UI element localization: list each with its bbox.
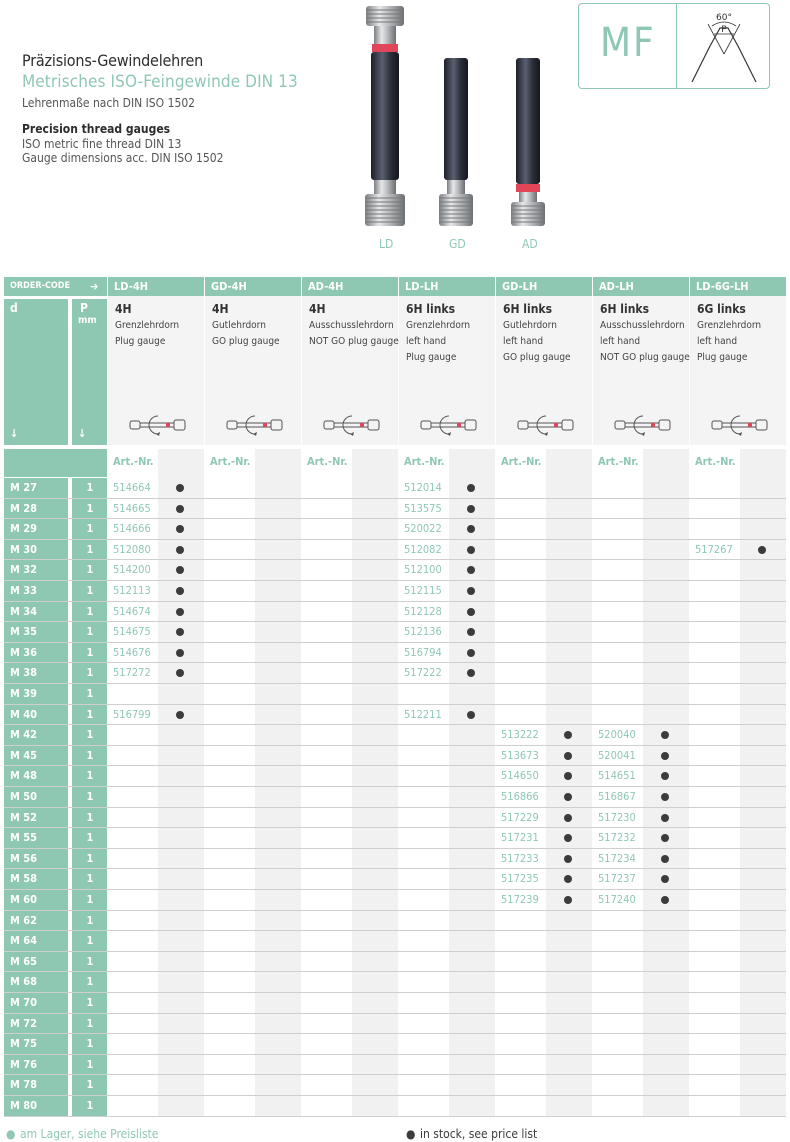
row-d-value: M 48 xyxy=(10,769,38,783)
row-separator xyxy=(4,1054,786,1055)
mf-code: MF xyxy=(600,20,656,66)
art-nr-label: Art.-Nr. xyxy=(307,455,348,468)
column-stripe xyxy=(643,449,689,1117)
stock-dot-icon xyxy=(564,855,572,863)
row-d-value: M 34 xyxy=(10,604,38,618)
column-header-ld-6g-lh: LD-6G-LH xyxy=(690,277,786,296)
row-separator xyxy=(4,971,786,972)
image-label-gd: GD xyxy=(449,237,466,251)
row-p-value: 1 xyxy=(86,542,94,556)
plug-gauge-icon xyxy=(128,413,188,437)
column-tolerance: 4H xyxy=(115,302,132,316)
stock-dot-icon xyxy=(176,587,184,595)
ad-gauge xyxy=(511,58,545,226)
stock-dot-icon-green: ● xyxy=(6,1127,16,1141)
row-d-value: M 33 xyxy=(10,584,38,597)
row-separator xyxy=(4,910,786,911)
stock-dot-icon xyxy=(564,896,572,904)
title-de: Präzisions-Gewindelehren xyxy=(22,51,204,70)
row-d-value: M 75 xyxy=(10,1037,38,1051)
stock-dot-icon xyxy=(176,608,184,616)
row-p-value: 1 xyxy=(86,666,94,680)
row-separator xyxy=(4,827,786,828)
row-p-value: 1 xyxy=(86,790,94,803)
article-number: 517230 xyxy=(598,810,636,824)
column-tolerance: 6H links xyxy=(600,302,649,316)
column-desc-1: Grenzlehrdorn xyxy=(406,320,471,331)
stock-dot-icon xyxy=(176,505,184,513)
row-separator xyxy=(4,1116,786,1117)
title-en: Precision thread gauges xyxy=(22,122,171,136)
row-d-value: M 65 xyxy=(10,954,38,968)
row-separator xyxy=(4,1074,786,1075)
row-p-value: 1 xyxy=(86,1016,94,1030)
row-d-value: M 45 xyxy=(10,748,38,762)
article-number: 517240 xyxy=(598,893,636,906)
stock-dot-icon xyxy=(467,484,475,492)
row-p-value: 1 xyxy=(86,1078,94,1092)
stock-dot-icon xyxy=(758,546,766,554)
article-number: 513673 xyxy=(501,748,539,762)
angle-label: 60° xyxy=(716,13,732,23)
plug-gauge-icon xyxy=(516,413,576,437)
footer-right-text: in stock, see price list xyxy=(420,1127,538,1141)
d-header-cell xyxy=(4,299,68,445)
article-number: 517267 xyxy=(695,542,733,556)
dims-de: Lehrenmaße nach DIN ISO 1502 xyxy=(22,96,196,110)
row-d-value: M 62 xyxy=(10,913,38,927)
column-desc-3: Plug gauge xyxy=(406,352,457,363)
column-stripe xyxy=(352,449,398,1117)
row-p-value: 1 xyxy=(86,687,94,700)
article-number: 514666 xyxy=(113,522,151,536)
row-p-value: 1 xyxy=(86,625,94,639)
article-number: 516794 xyxy=(404,645,442,659)
thread-profile-icon xyxy=(682,6,766,86)
row-d-value: M 30 xyxy=(10,542,38,556)
column-header-ad-lh: AD-LH xyxy=(593,277,689,296)
row-p-value: 1 xyxy=(86,831,94,845)
row-d-value: M 42 xyxy=(10,728,38,742)
art-nr-label: Art.-Nr. xyxy=(501,455,542,468)
ld-gauge xyxy=(365,6,405,226)
row-p-value: 1 xyxy=(86,893,94,906)
row-d-value: M 68 xyxy=(10,975,38,989)
gd-gauge xyxy=(439,58,473,226)
row-p-value: 1 xyxy=(86,851,94,865)
column-tolerance: 4H xyxy=(309,302,326,316)
article-number: 517234 xyxy=(598,851,636,865)
column-desc-1: Grenzlehrdorn xyxy=(697,320,762,331)
column-desc-3: GO plug gauge xyxy=(503,352,571,363)
row-d-value: M 35 xyxy=(10,625,38,639)
article-number: 520022 xyxy=(404,522,442,536)
column-desc-3: Plug gauge xyxy=(697,352,748,363)
column-header-ld-lh: LD-LH xyxy=(399,277,495,296)
article-number: 517272 xyxy=(113,666,151,680)
row-p-value: 1 xyxy=(86,728,94,742)
row-d-value: M 32 xyxy=(10,563,38,577)
pitch-label: P xyxy=(721,25,727,35)
article-number: 517229 xyxy=(501,810,539,824)
article-number: 517231 xyxy=(501,831,539,845)
stock-dot-icon xyxy=(176,546,184,554)
stock-dot-icon xyxy=(661,793,669,801)
row-d-value: M 55 xyxy=(10,831,38,845)
row-p-value: 1 xyxy=(86,1037,94,1051)
row-p-value: 1 xyxy=(86,954,94,968)
art-nr-label: Art.-Nr. xyxy=(695,455,736,468)
column-desc-2: left hand xyxy=(503,336,544,347)
row-p-value: 1 xyxy=(86,1099,94,1112)
column-desc-1: Ausschusslehrdorn xyxy=(309,320,394,331)
row-separator xyxy=(4,745,786,746)
row-d-value: M 56 xyxy=(10,851,38,865)
stock-dot-icon xyxy=(661,752,669,760)
row-p-value: 1 xyxy=(86,975,94,989)
article-number: 517237 xyxy=(598,872,636,886)
row-p-value: 1 xyxy=(86,748,94,762)
stock-dot-icon xyxy=(564,793,572,801)
column-stripe xyxy=(255,449,301,1117)
row-separator xyxy=(4,765,786,766)
article-number: 516867 xyxy=(598,790,636,803)
row-p-value: 1 xyxy=(86,810,94,824)
footer-left xyxy=(6,1123,158,1142)
row-d-value: M 29 xyxy=(10,522,38,536)
row-p-value: 1 xyxy=(86,481,94,494)
plug-gauge-icon xyxy=(419,413,479,437)
article-number: 520041 xyxy=(598,748,636,762)
row-p-value: 1 xyxy=(86,872,94,886)
article-number: 512100 xyxy=(404,563,442,577)
column-desc-1: Gutlehrdorn xyxy=(212,320,266,331)
stock-dot-icon xyxy=(467,711,475,719)
row-p-value: 1 xyxy=(86,1057,94,1071)
column-tolerance: 6G links xyxy=(697,302,746,316)
article-number: 517239 xyxy=(501,893,539,906)
article-number: 517233 xyxy=(501,851,539,865)
stock-dot-icon xyxy=(176,484,184,492)
article-number: 516799 xyxy=(113,707,151,721)
article-number: 516866 xyxy=(501,790,539,803)
column-desc-2: NOT GO plug gauge xyxy=(309,336,399,347)
column-desc-3: NOT GO plug gauge xyxy=(600,352,690,363)
row-d-value: M 52 xyxy=(10,810,38,824)
art-nr-label: Art.-Nr. xyxy=(404,455,445,468)
column-desc-2: left hand xyxy=(697,336,738,347)
p-label: P xyxy=(80,301,88,315)
stock-dot-icon xyxy=(467,505,475,513)
stock-dot-icon xyxy=(176,649,184,657)
article-number: 517232 xyxy=(598,831,636,845)
row-separator xyxy=(4,786,786,787)
plug-gauge-icon xyxy=(225,413,285,437)
stock-dot-icon xyxy=(661,896,669,904)
row-p-value: 1 xyxy=(86,584,94,597)
row-d-value: M 64 xyxy=(10,934,38,948)
column-desc-2: left hand xyxy=(406,336,447,347)
stock-dot-icon xyxy=(467,587,475,595)
gauge-illustration xyxy=(350,0,570,240)
row-p-value: 1 xyxy=(86,996,94,1009)
article-number: 512113 xyxy=(113,584,151,597)
row-p-value: 1 xyxy=(86,563,94,577)
row-d-value: M 70 xyxy=(10,996,38,1009)
article-number: 512211 xyxy=(404,707,442,721)
row-d-value: M 36 xyxy=(10,645,38,659)
row-separator xyxy=(4,868,786,869)
article-number: 514650 xyxy=(501,769,539,783)
column-desc-1: Ausschusslehrdorn xyxy=(600,320,685,331)
column-desc-1: Gutlehrdorn xyxy=(503,320,557,331)
art-nr-label: Art.-Nr. xyxy=(598,455,639,468)
row-separator xyxy=(4,1013,786,1014)
article-number: 514651 xyxy=(598,769,636,783)
article-number: 513222 xyxy=(501,728,539,742)
row-separator xyxy=(4,1095,786,1096)
column-header-ld-4h: LD-4H xyxy=(108,277,204,296)
article-number: 513575 xyxy=(404,501,442,515)
article-number: 514200 xyxy=(113,563,151,577)
dims-en: Gauge dimensions acc. DIN ISO 1502 xyxy=(22,151,224,165)
footer-right xyxy=(406,1123,537,1142)
p-down-arrow-icon: ↓ xyxy=(78,427,87,440)
article-number: 512014 xyxy=(404,481,442,494)
row-separator xyxy=(4,992,786,993)
column-desc-2: left hand xyxy=(600,336,641,347)
image-label-ad: AD xyxy=(522,237,538,251)
row-d-value: M 76 xyxy=(10,1057,38,1071)
row-separator xyxy=(4,951,786,952)
row-d-value: M 60 xyxy=(10,893,38,906)
row-separator xyxy=(4,889,786,890)
row-separator xyxy=(4,1033,786,1034)
footer-left-text: am Lager, siehe Preisliste xyxy=(20,1127,159,1141)
stock-dot-icon xyxy=(467,546,475,554)
d-label: d xyxy=(10,301,18,315)
row-d-value: M 58 xyxy=(10,872,38,886)
column-tolerance: 6H links xyxy=(503,302,552,316)
row-d-value: M 78 xyxy=(10,1078,38,1092)
article-number: 517222 xyxy=(404,666,442,680)
article-number: 520040 xyxy=(598,728,636,742)
image-label-ld: LD xyxy=(379,237,394,251)
article-number: 512115 xyxy=(404,584,442,597)
column-desc-2: GO plug gauge xyxy=(212,336,280,347)
plug-gauge-icon xyxy=(710,413,770,437)
row-p-value: 1 xyxy=(86,501,94,515)
row-d-value: M 27 xyxy=(10,481,38,494)
column-header-gd-lh: GD-LH xyxy=(496,277,592,296)
order-code-label: ORDER-CODE xyxy=(4,277,107,296)
row-d-value: M 38 xyxy=(10,666,38,680)
stock-dot-icon xyxy=(467,608,475,616)
column-desc-1: Grenzlehrdorn xyxy=(115,320,180,331)
arrow-right-icon: ➔ xyxy=(90,280,99,293)
row-separator xyxy=(4,848,786,849)
subtitle-en: ISO metric fine thread DIN 13 xyxy=(22,137,182,151)
row-d-value: M 72 xyxy=(10,1016,38,1030)
column-header-ad-4h: AD-4H xyxy=(302,277,398,296)
row-p-value: 1 xyxy=(86,645,94,659)
stock-dot-icon: ● xyxy=(406,1127,416,1141)
article-number: 514676 xyxy=(113,645,151,659)
row-p-value: 1 xyxy=(86,522,94,536)
row-d-value: M 40 xyxy=(10,707,38,721)
row-p-value: 1 xyxy=(86,707,94,721)
article-number: 514664 xyxy=(113,481,151,494)
row-d-value: M 80 xyxy=(10,1099,38,1112)
column-desc-2: Plug gauge xyxy=(115,336,166,347)
row-d-value: M 28 xyxy=(10,501,38,515)
stock-dot-icon xyxy=(176,711,184,719)
art-nr-label: Art.-Nr. xyxy=(113,455,154,468)
article-number: 512136 xyxy=(404,625,442,639)
row-separator xyxy=(4,930,786,931)
column-tolerance: 6H links xyxy=(406,302,455,316)
article-number: 514665 xyxy=(113,501,151,515)
row-p-value: 1 xyxy=(86,934,94,948)
column-header-gd-4h: GD-4H xyxy=(205,277,301,296)
stock-dot-icon xyxy=(661,814,669,822)
stock-dot-icon xyxy=(661,855,669,863)
stock-dot-icon xyxy=(564,752,572,760)
art-nr-label: Art.-Nr. xyxy=(210,455,251,468)
subtitle-de: Metrisches ISO-Feingewinde DIN 13 xyxy=(22,72,298,92)
article-number: 512080 xyxy=(113,542,151,556)
row-p-value: 1 xyxy=(86,604,94,618)
article-number: 514675 xyxy=(113,625,151,639)
stock-dot-icon xyxy=(467,649,475,657)
stock-dot-icon xyxy=(564,814,572,822)
row-separator xyxy=(4,807,786,808)
row-p-value: 1 xyxy=(86,769,94,783)
plug-gauge-icon xyxy=(613,413,673,437)
column-stripe xyxy=(546,449,592,1117)
row-p-value: 1 xyxy=(86,913,94,927)
art-left-cell xyxy=(4,449,107,477)
article-number: 512082 xyxy=(404,542,442,556)
d-down-arrow-icon: ↓ xyxy=(10,427,19,440)
row-d-value: M 50 xyxy=(10,790,38,803)
article-number: 514674 xyxy=(113,604,151,618)
column-tolerance: 4H xyxy=(212,302,229,316)
plug-gauge-icon xyxy=(322,413,382,437)
badge-divider xyxy=(676,4,677,88)
article-number: 517235 xyxy=(501,872,539,886)
p-unit-label: mm xyxy=(78,315,97,326)
row-d-value: M 39 xyxy=(10,687,38,700)
article-number: 512128 xyxy=(404,604,442,618)
